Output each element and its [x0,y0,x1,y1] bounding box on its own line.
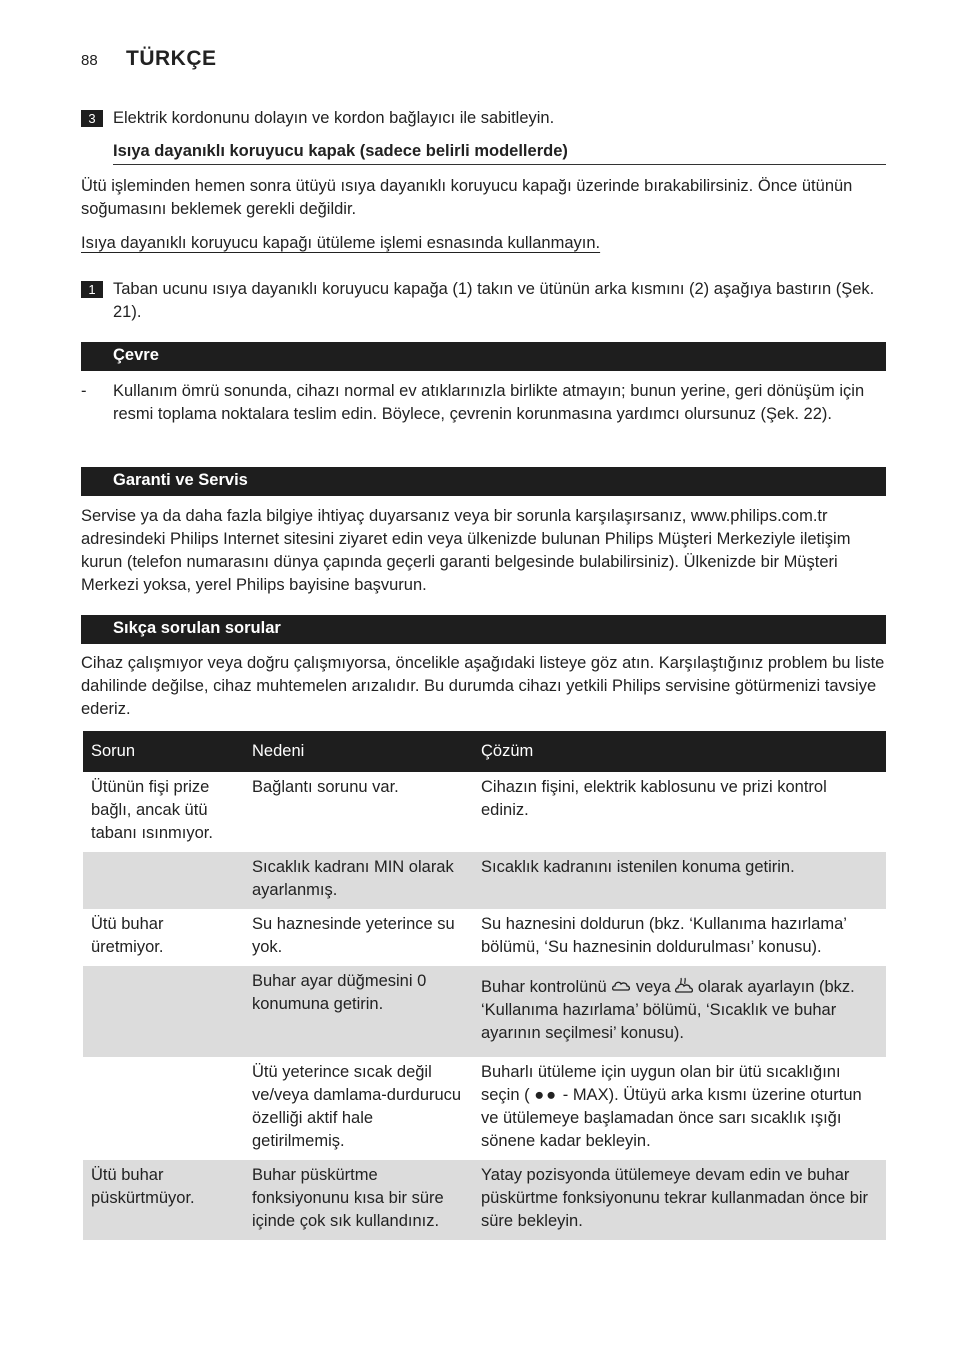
environment-text: Kullanım ömrü sonunda, cihazı normal ev atıklarınızla birlikte atmayın; bunun yerine, geri dönüşüm için resmi toplama noktalara teslim edin. Böylece, çevrenin korunmasına yardımcı olursunuz (Şek. 22). [113,382,865,423]
step-text: Taban ucunu ısıya dayanıklı koruyucu kapağa (1) takın ve ütünün arka kısmını (2) aşağıya bastırın (Şek. 21). [113,280,875,321]
solution-text-c: olarak ayarlayın (bkz. ‘Kullanıma hazırlama’ bölümü, ‘Sıcaklık ve buhar ayarının seçilmesi’ konusu). [481,978,855,1042]
section-title: Garanti ve Servis [113,471,248,489]
language-heading: TÜRKÇE [126,47,217,70]
section-bar-faq [81,615,886,644]
cover-warning [81,232,886,255]
solution-text-a: Buhar kontrolünü [481,978,607,996]
cover-heading: Isıya dayanıklı koruyucu kapak (sadece belirli modellerde) [113,142,886,165]
troubleshooting-table [83,731,886,1240]
solution-text-b: - MAX). Ütüyü arka kısmı üzerine oturtun ve ütülemeye başlamadan önce sarı sıcaklık ışığı sönene kadar bekleyin. [481,1086,862,1150]
steam-low-icon [611,978,631,994]
header-solution: Çözüm [473,731,886,772]
problem-cell [83,1057,244,1160]
solution-text-b: veya [635,978,671,996]
cause-cell: Sıcaklık kadranı MIN olarak ayarlanmış. [244,852,473,909]
problem-cell: Ütünün fişi prize bağlı, ancak ütü tabanı ısınmıyor. [91,778,213,842]
step-number: 3 [81,110,103,127]
header-cause: Nedeni [244,731,473,772]
page-number: 88 [81,52,98,69]
solution-cell: Sıcaklık kadranını istenilen konuma getirin. [473,852,886,909]
cover-paragraph: Ütü işleminden hemen sonra ütüyü ısıya dayanıklı koruyucu kapağı üzerinde bırakabilirsiniz. Önce ütünün soğumasını beklemek gerekli değildir. [81,177,853,218]
temperature-dots: ●● [534,1086,559,1104]
step-number: 1 [81,281,103,298]
cover-warning-text: Isıya dayanıklı koruyucu kapağı ütüleme işlemi esnasında kullanmayın. [81,234,601,252]
table-row [83,852,886,909]
section-bar-warranty [81,467,886,496]
solution-cell: Su haznesini doldurun (bkz. ‘Kullanıma hazırlama’ bölümü, ‘Su haznesinin doldurulması’ konusu). [481,915,847,956]
table-row [83,772,886,852]
section-title: Çevre [113,346,159,364]
dash-marker: - [81,382,87,400]
cause-cell: Bağlantı sorunu var. [252,778,399,796]
solution-text-a: Buharlı ütüleme için uygun olan bir ütü sıcaklığını seçin ( [481,1063,841,1104]
environment-bullet [81,380,886,449]
problem-cell: Ütü buhar üretmiyor. [91,915,164,956]
problem-cell [83,852,244,909]
steam-high-icon [675,977,693,995]
cause-cell: Buhar ayar düğmesini 0 konumuna getirin. [244,966,473,1057]
header-problem: Sorun [83,731,244,772]
cause-cell: Ütü yeterince sıcak değil ve/veya damlama-durdurucu özelliği aktif hale getirilmemiş. [252,1063,462,1150]
step-1 [81,278,886,324]
table-row [83,1160,886,1240]
solution-cell [473,1057,886,1160]
section-bar-environment [81,342,886,371]
step-3 [81,107,886,130]
warranty-paragraph: Servise ya da daha fazla bilgiye ihtiyaç duyarsanız veya bir sorunla karşılaşırsanız, www.philips.com.tr adresindeki Philips Internet sitesini ziyaret edin veya ülkenizde bulunan Philips Müşteri Merkeziyle iletişim kurun (telefon numarasını dünya çapında geçerli garanti belgesinde bulabilirsiniz). Ülkenizde bir Müşteri Merkezi yoksa, yerel Philips bayisine başvurun. [81,507,851,594]
step-text: Elektrik kordonunu dolayın ve kordon bağlayıcı ile sabitleyin. [113,109,555,127]
problem-cell: Ütü buhar püskürtmüyor. [83,1160,244,1240]
solution-cell: Yatay pozisyonda ütülemeye devam edin ve buhar püskürtme fonksiyonunu tekrar kullanmadan önce bir süre bekleyin. [473,1160,886,1240]
cause-cell: Su haznesinde yeterince su yok. [252,915,455,956]
cause-cell: Buhar püskürtme fonksiyonunu kısa bir süre içinde çok sık kullandınız. [244,1160,473,1240]
solution-cell [473,966,886,1057]
table-row [83,1057,886,1160]
table-header-row [83,731,886,772]
faq-paragraph: Cihaz çalışmıyor veya doğru çalışmıyorsa, öncelikle aşağıdaki listeye göz atın. Karşılaştığınız problem bu liste dahilinde değilse, cihaz muhtemelen arızalıdır. Bu durumda cihazı yetkili Philips servisine götürmenizi tavsiye ederiz. [81,654,885,718]
table-row [83,909,886,966]
table-row [83,966,886,1057]
solution-cell: Cihazın fişini, elektrik kablosunu ve prizi kontrol ediniz. [481,778,827,819]
section-title: Sıkça sorulan sorular [113,619,281,637]
problem-cell [83,966,244,1057]
